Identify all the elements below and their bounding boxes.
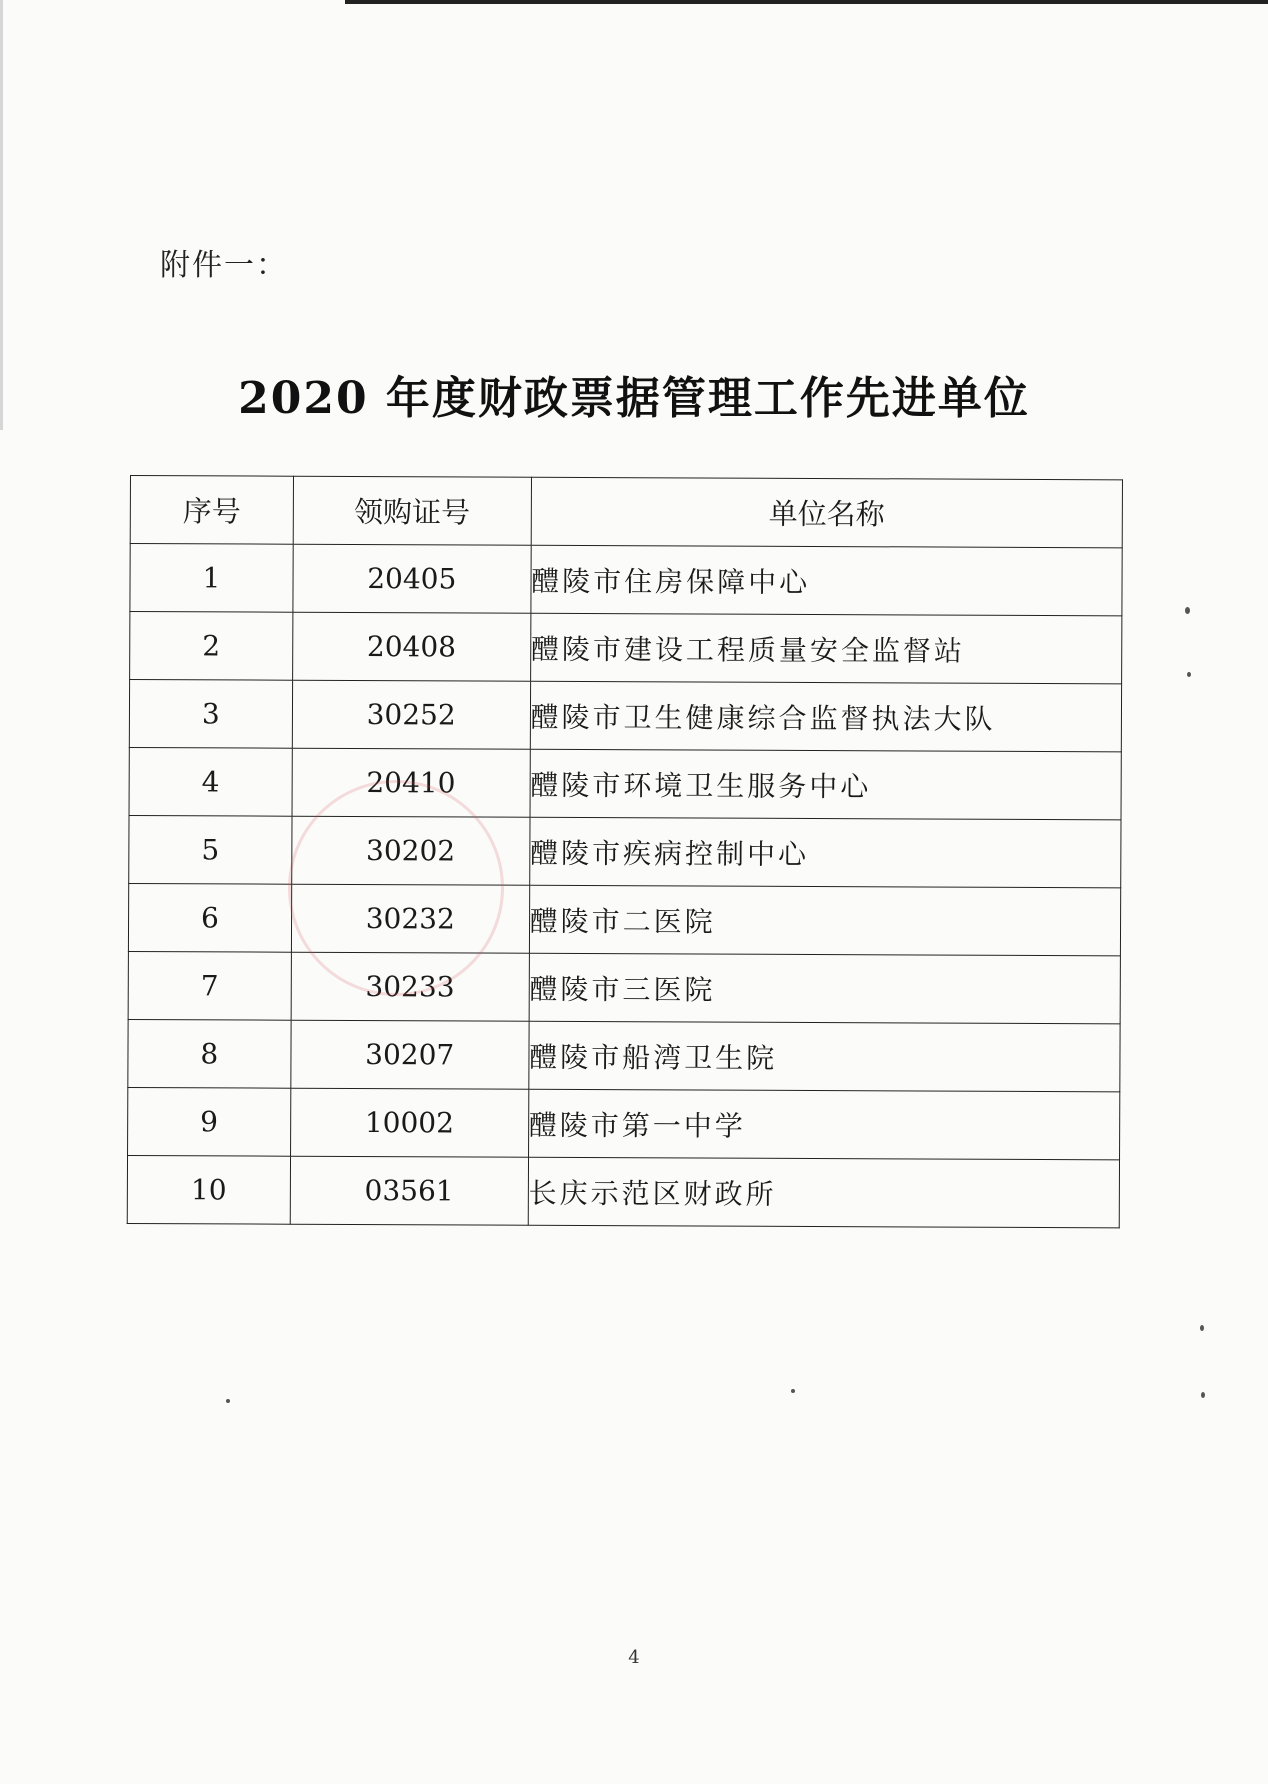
table-row (128, 951, 1120, 1023)
header-unit-name: 单位名称 (531, 477, 1123, 548)
row-serial-number: 6 (128, 883, 291, 952)
row-serial-number: 1 (130, 544, 293, 613)
attachment-label: 附件一： (160, 248, 288, 283)
row-unit-name: 长庆示范区财政所 (528, 1157, 1120, 1228)
row-serial-number: 9 (128, 1087, 291, 1156)
scan-speck (226, 1399, 230, 1403)
table-row (129, 747, 1121, 819)
table-row (128, 1019, 1120, 1091)
row-serial-number: 4 (129, 747, 292, 816)
page-number: 4 (628, 1647, 640, 1668)
row-unit-name: 醴陵市住房保障中心 (531, 545, 1123, 616)
row-certificate-number: 30233 (291, 952, 529, 1021)
row-certificate-number: 20405 (293, 544, 531, 613)
scan-speck (1200, 1325, 1204, 1331)
row-unit-name: 醴陵市环境卫生服务中心 (530, 749, 1122, 820)
table-header-row (130, 476, 1122, 548)
row-unit-name: 醴陵市第一中学 (528, 1089, 1120, 1160)
row-serial-number: 7 (128, 951, 291, 1020)
table-row (128, 883, 1120, 955)
table-row (129, 815, 1121, 887)
header-certificate-number: 领购证号 (293, 476, 531, 545)
row-certificate-number: 10002 (290, 1088, 528, 1157)
document-title: 2020 年度财政票据管理工作先进单位 (238, 373, 1030, 424)
row-certificate-number: 20408 (292, 612, 530, 681)
table-row (130, 544, 1122, 616)
table-row (129, 680, 1121, 752)
row-serial-number: 8 (128, 1019, 291, 1088)
row-unit-name: 醴陵市卫生健康综合监督执法大队 (530, 681, 1122, 752)
row-serial-number: 2 (130, 612, 293, 681)
row-certificate-number: 30207 (291, 1020, 529, 1089)
row-certificate-number: 03561 (290, 1156, 528, 1225)
row-unit-name: 醴陵市二医院 (529, 885, 1121, 956)
row-certificate-number: 30232 (291, 884, 529, 953)
row-certificate-number: 30202 (292, 816, 530, 885)
row-serial-number: 5 (129, 815, 292, 884)
advanced-units-table (127, 475, 1123, 1228)
row-serial-number: 3 (129, 680, 292, 749)
table-row (127, 1155, 1119, 1227)
table-row (128, 1087, 1120, 1159)
header-serial-number: 序号 (130, 476, 293, 545)
row-certificate-number: 20410 (292, 748, 530, 817)
scan-speck (791, 1389, 795, 1393)
table-row (130, 612, 1122, 684)
row-certificate-number: 30252 (292, 680, 530, 749)
scan-speck (1185, 607, 1190, 614)
scan-speck (1187, 672, 1191, 677)
row-serial-number: 10 (127, 1155, 290, 1224)
scan-top-edge (345, 0, 1268, 4)
row-unit-name: 醴陵市船湾卫生院 (528, 1021, 1120, 1092)
row-unit-name: 醴陵市疾病控制中心 (529, 817, 1121, 888)
scan-speck (1201, 1392, 1205, 1398)
row-unit-name: 醴陵市建设工程质量安全监督站 (530, 613, 1122, 684)
row-unit-name: 醴陵市三医院 (529, 953, 1121, 1024)
